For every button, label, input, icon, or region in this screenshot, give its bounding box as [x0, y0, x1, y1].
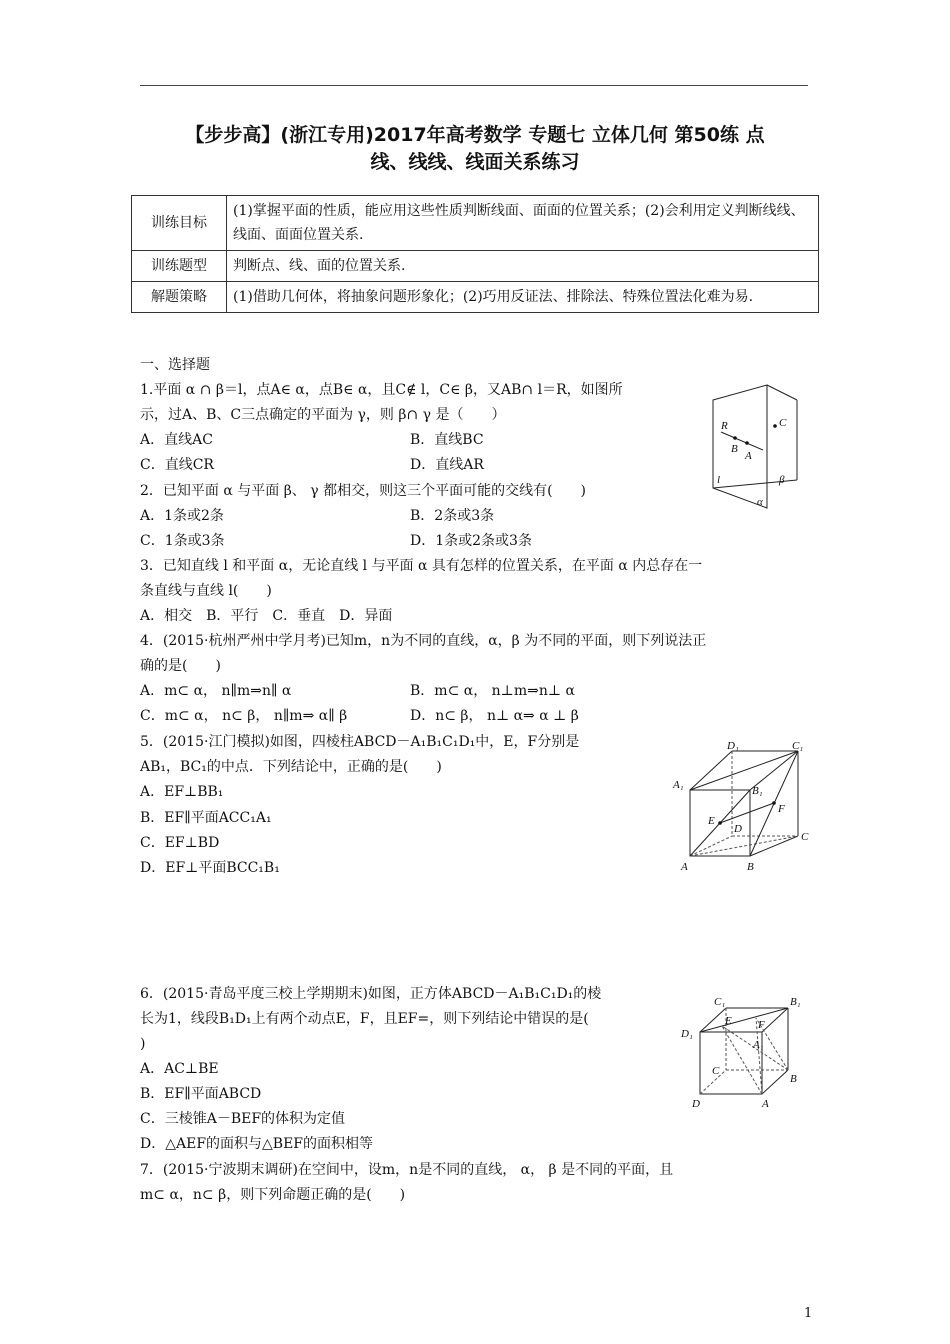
q2-option-d: D．1条或2条或3条	[410, 533, 532, 549]
fig5-label-c: C	[801, 831, 809, 843]
q4-stem-line2: 确的是( )	[140, 658, 221, 674]
q2-option-c: C．1条或3条	[140, 533, 225, 549]
q1-option-d: D．直线AR	[410, 457, 484, 473]
q4-option-c: C．m⊂ α， n⊂ β， n∥m⇒ α∥ β	[140, 708, 348, 724]
table-cell: 判断点、线、面的位置关系.	[227, 251, 819, 282]
fig6-label-c: C	[712, 1065, 720, 1077]
table-row	[132, 282, 819, 313]
fig6-label-c1: C₁	[714, 996, 726, 1008]
fig6-label-d1: D₁	[681, 1028, 693, 1040]
q5-prism-figure	[670, 738, 820, 878]
fig6-label-a: A	[762, 1098, 769, 1110]
q7-stem-line1: 7．(2015·宁波期末调研)在空间中，设m，n是不同的直线， α， β 是不同的平面，且	[140, 1162, 674, 1178]
fig5-label-e: E	[708, 815, 715, 827]
q1-planes-figure	[705, 380, 805, 515]
q6-stem-line3: )	[140, 1036, 146, 1052]
q6-option-a: A．AC⊥BE	[140, 1061, 219, 1077]
fig1-label-beta: β	[779, 474, 785, 486]
table-label: 训练题型	[132, 251, 227, 282]
q4-stem-line1: 4．(2015·杭州严州中学月考)已知m，n为不同的直线，α，β 为不同的平面，则下列说法正	[140, 633, 707, 649]
fig5-label-b: B	[747, 861, 754, 873]
q6-option-c: C．三棱锥A－BEF的体积为定值	[140, 1111, 346, 1127]
q2-stem: 2．已知平面 α 与平面 β、 γ 都相交，则这三个平面可能的交线有( )	[140, 483, 586, 499]
fig6-label-b1: B₁	[790, 996, 801, 1008]
q5-option-c: C．EF⊥BD	[140, 835, 220, 851]
q7-stem-line2: m⊂ α，n⊂ β，则下列命题正确的是( )	[140, 1187, 406, 1203]
table-row	[132, 196, 819, 251]
fig5-label-c1: C₁	[792, 740, 804, 752]
page-title	[120, 122, 830, 176]
q1-option-a: A．直线AC	[140, 432, 213, 448]
q4-option-b: B．m⊂ α， n⊥m⇒n⊥ α	[410, 683, 575, 699]
fig6-label-b: B	[790, 1073, 797, 1085]
q3-options: A．相交 B．平行 C．垂直 D．异面	[140, 608, 393, 624]
q6-stem-line2: 长为1，线段B₁D₁上有两个动点E，F，且EF=，则下列结论中错误的是(	[140, 1011, 589, 1027]
q6-option-d: D．△AEF的面积与△BEF的面积相等	[140, 1136, 374, 1152]
fig6-label-e: E	[725, 1015, 732, 1027]
q3-stem-line2: 条直线与直线 l( )	[140, 583, 272, 599]
q6-option-b: B．EF∥平面ABCD	[140, 1086, 262, 1102]
q4-option-a: A．m⊂ α， n∥m⇒n∥ α	[140, 683, 292, 699]
q5-option-b: B．EF∥平面ACC₁A₁	[140, 810, 272, 826]
q1-option-b: B．直线BC	[410, 432, 484, 448]
fig5-label-f: F	[778, 803, 785, 815]
q1-stem-line1: 1.平面 α ∩ β＝l，点A∈ α，点B∈ α，且C∉ l，C∈ β，又AB∩ l＝R，如图所	[140, 382, 623, 398]
fig1-label-l: l	[717, 474, 721, 486]
fig6-label-f: F	[758, 1019, 765, 1031]
q6-cube-figure	[678, 990, 813, 1115]
fig5-label-d1: D₁	[727, 740, 739, 752]
q5-stem-line1: 5．(2015·江门模拟)如图，四棱柱ABCD－A₁B₁C₁D₁中，E，F分别是	[140, 734, 580, 750]
q5-option-a: A．EF⊥BB₁	[140, 784, 224, 800]
section-heading: 一、选择题	[140, 357, 210, 373]
fig5-label-a1: A₁	[673, 779, 684, 791]
fig1-label-alpha: α	[757, 496, 763, 508]
fig1-label-r: R	[721, 420, 728, 432]
fig6-label-d: D	[692, 1098, 700, 1110]
title-line-2: 线、线线、线面关系练习	[370, 151, 580, 173]
q3-stem-line1: 3．已知直线 l 和平面 α，无论直线 l 与平面 α 具有怎样的位置关系，在平面 α 内总存在一	[140, 558, 703, 574]
fig1-label-b: B	[731, 443, 738, 455]
q1-stem-line2: 示，过A、B、C三点确定的平面为 γ，则 β∩ γ 是（ ）	[140, 407, 506, 423]
table-cell: (1)掌握平面的性质，能应用这些性质判断线面、面面的位置关系；(2)会利用定义判断线线、线面、面面位置关系.	[227, 196, 819, 251]
q6-stem-line1: 6．(2015·青岛平度三校上学期期末)如图，正方体ABCD－A₁B₁C₁D₁的棱	[140, 986, 602, 1002]
fig6-label-a1: A₁	[753, 1039, 764, 1051]
training-goals-table	[131, 195, 819, 313]
q4-option-d: D．n⊂ β， n⊥ α⇒ α ⊥ β	[410, 708, 579, 724]
q2-option-b: B．2条或3条	[410, 508, 495, 524]
q5-option-d: D．EF⊥平面BCC₁B₁	[140, 860, 280, 876]
q5-stem-line2: AB₁，BC₁的中点．下列结论中，正确的是( )	[140, 759, 442, 775]
fig5-label-b1: B₁	[752, 785, 763, 797]
fig5-label-a: A	[681, 861, 688, 873]
table-label: 解题策略	[132, 282, 227, 313]
page-number: 1	[804, 1306, 813, 1321]
header-rule	[140, 85, 808, 86]
table-cell: (1)借助几何体，将抽象问题形象化；(2)巧用反证法、排除法、特殊位置法化难为易.	[227, 282, 819, 313]
table-row	[132, 251, 819, 282]
fig1-label-c: C	[779, 417, 787, 429]
table-label: 训练目标	[132, 196, 227, 251]
fig5-label-d: D	[734, 823, 742, 835]
q2-option-a: A．1条或2条	[140, 508, 224, 524]
q1-option-c: C．直线CR	[140, 457, 214, 473]
fig1-label-a: A	[745, 450, 752, 462]
title-line-1: 【步步高】(浙江专用)2017年高考数学 专题七 立体几何 第50练 点	[185, 124, 765, 146]
